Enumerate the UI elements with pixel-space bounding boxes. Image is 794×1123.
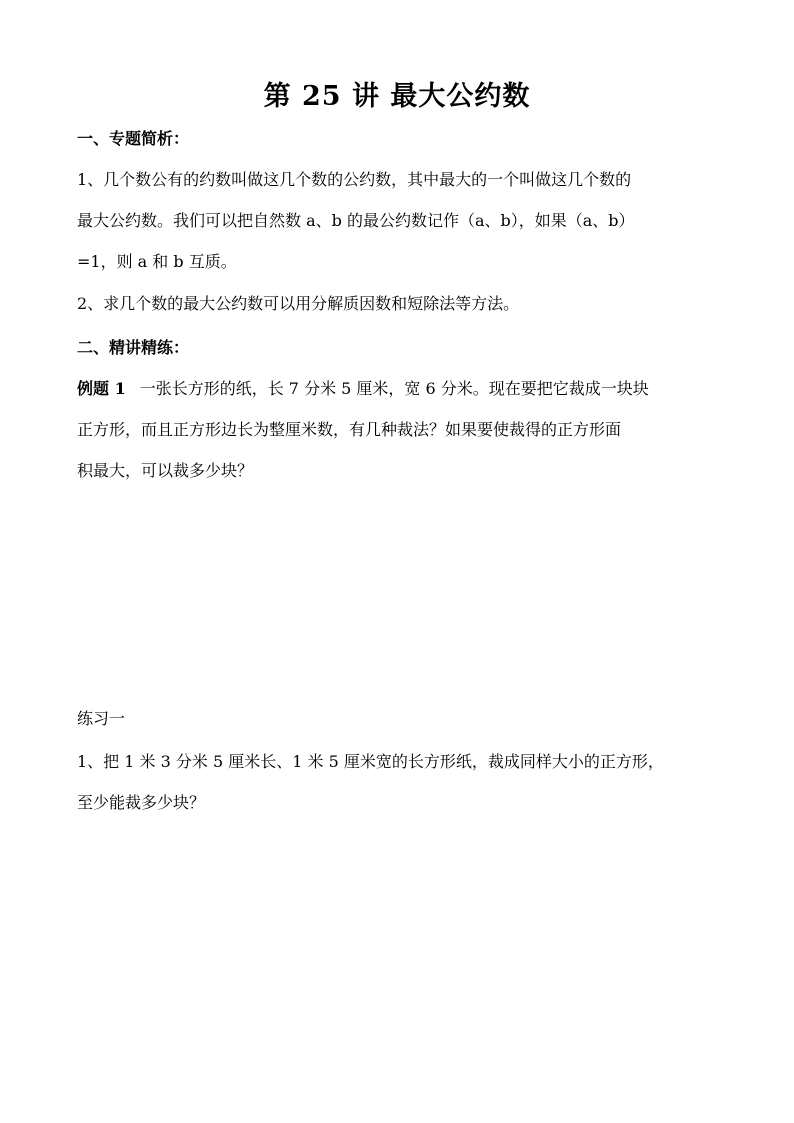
paragraph-line: 1、几个数公有的约数叫做这几个数的公约数，其中最大的一个叫做这几个数的 (77, 170, 632, 189)
paragraph-point-1 (77, 159, 722, 282)
exercise-heading: 练习一 (77, 709, 126, 728)
paragraph-line: 1、把 1 米 3 分米 5 厘米长、1 米 5 厘米宽的长方形纸，裁成同样大小的正方形， (77, 752, 664, 771)
paragraph-line: 最大公约数。我们可以把自然数 a、b 的最公约数记作（a、b），如果（a、b） (77, 211, 635, 230)
example-1 (77, 368, 722, 491)
paragraph-line: 积最大，可以裁多少块？ (77, 461, 254, 480)
example-text: 一张长方形的纸，长 7 分米 5 厘米，宽 6 分米。现在要把它裁成一块块 (139, 379, 649, 398)
paragraph-line (77, 368, 722, 409)
paragraph-point-2 (77, 283, 722, 324)
paragraph-line: =1，则 a 和 b 互质。 (77, 252, 237, 271)
paragraph-line: 2、求几个数的最大公约数可以用分解质因数和短除法等方法。 (77, 294, 520, 313)
paragraph-line: 正方形，而且正方形边长为整厘米数，有几种裁法？如果要使裁得的正方形面 (77, 420, 622, 439)
example-label: 例题 1 (77, 379, 126, 398)
page-title: 第 25 讲 最大公约数 (263, 81, 531, 112)
section-heading-practice: 二、精讲精练： (77, 338, 190, 357)
paragraph-line: 至少能裁多少块？ (77, 793, 206, 812)
exercise-question-1 (77, 741, 722, 823)
section-heading-analysis: 一、专题简析： (77, 129, 190, 148)
